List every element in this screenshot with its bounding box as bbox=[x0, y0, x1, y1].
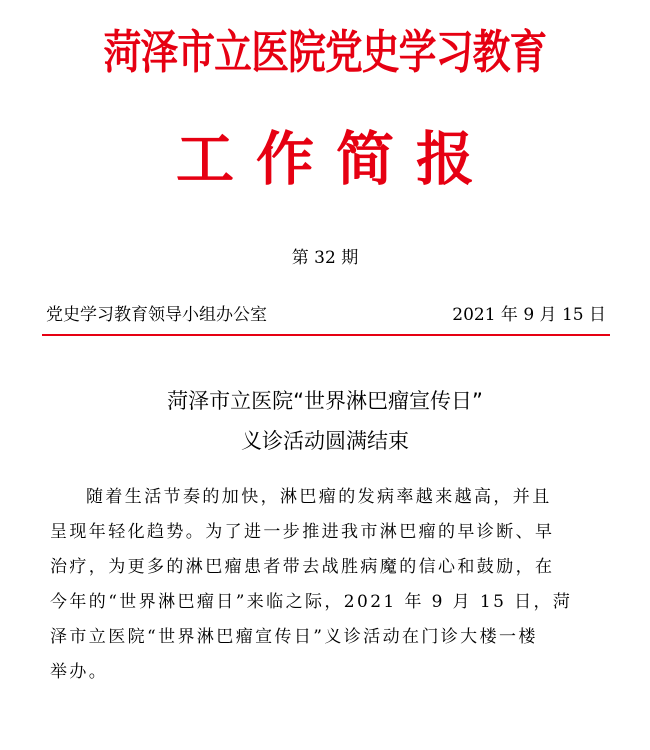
article-title-line-1: 菏泽市立医院“世界淋巴瘤宣传日” bbox=[167, 389, 483, 413]
body-line: 举办。 bbox=[50, 662, 109, 682]
masthead-title: 菏泽市立医院党史学习教育 bbox=[103, 25, 547, 79]
red-divider-line bbox=[42, 334, 610, 336]
masthead-subtitle bbox=[0, 124, 650, 194]
body-line: 泽市立医院“世界淋巴瘤宣传日”义诊活动在门诊大楼一楼 bbox=[50, 627, 538, 647]
article-title-line-2: 义诊活动圆满结束 bbox=[241, 429, 409, 453]
issue-date: 2021 年 9 月 15 日 bbox=[452, 305, 606, 325]
masthead-subtitle-char: 报 bbox=[416, 125, 475, 193]
issuing-office: 党史学习教育领导小组办公室 bbox=[46, 305, 267, 325]
body-line: 治疗，为更多的淋巴瘤患者带去战胜病魔的信心和鼓励，在 bbox=[50, 557, 555, 577]
masthead-subtitle-char: 工 bbox=[175, 125, 234, 193]
body-line: 呈现年轻化趋势。为了进一步推进我市淋巴瘤的早诊断、早 bbox=[50, 522, 555, 542]
body-line: 今年的“世界淋巴瘤日”来临之际，2021 年 9 月 15 日，菏 bbox=[50, 592, 573, 612]
masthead-subtitle-char: 简 bbox=[336, 125, 395, 193]
issue-number: 第 32 期 bbox=[291, 248, 359, 268]
masthead-subtitle-char: 作 bbox=[255, 125, 314, 193]
meta-row bbox=[46, 302, 606, 328]
body-line: 随着生活节奏的加快，淋巴瘤的发病率越来越高，并且 bbox=[86, 487, 552, 507]
